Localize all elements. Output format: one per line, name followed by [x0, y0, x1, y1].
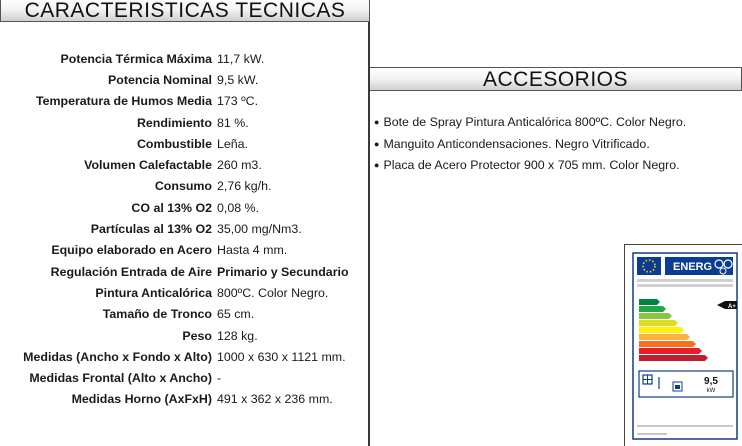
spec-row: [0, 261, 370, 282]
spec-row: [0, 154, 370, 175]
spec-row: [0, 367, 370, 388]
spec-label: Tamaño de Tronco: [102, 307, 212, 322]
spec-value: 35,00 mg/Nm3.: [217, 222, 302, 237]
spec-value: 173 ºC.: [217, 94, 259, 109]
spec-row: [0, 176, 370, 197]
spec-label: CO al 13% O2: [131, 200, 212, 215]
spec-value: 9,5 kW.: [217, 72, 259, 87]
energy-class-bar: [639, 334, 690, 340]
spec-label: Medidas (Ancho x Fondo x Alto): [23, 349, 212, 364]
spec-label: Medidas Frontal (Alto x Ancho): [29, 371, 212, 386]
accessory-item: [374, 158, 686, 180]
spec-row: [0, 304, 370, 325]
power-value: 9,5: [704, 376, 718, 387]
energy-rating: A+: [728, 304, 736, 310]
spec-label: Partículas al 13% O2: [90, 222, 212, 237]
energy-class-bar: [639, 348, 702, 354]
energy-class-bar: [639, 299, 660, 305]
spec-label: Equipo elaborado en Acero: [51, 243, 212, 258]
spec-row: [0, 91, 370, 112]
energy-class-bar: [639, 306, 666, 312]
specs-title: CARACTERISTICAS TECNICAS: [0, 0, 370, 22]
spec-value: 491 x 362 x 236 mm.: [217, 392, 333, 407]
eu-flag-icon: [637, 257, 661, 275]
spec-value: Primario y Secundario: [217, 264, 349, 279]
spec-value: 81 %.: [217, 115, 249, 130]
accessories-list: [374, 115, 686, 180]
spec-row: [0, 240, 370, 261]
spec-row: [0, 112, 370, 133]
spec-row: [0, 346, 370, 367]
spec-label: Medidas Horno (AxFxH): [71, 392, 212, 407]
spec-label: Potencia Térmica Máxima: [60, 51, 212, 66]
accessory-item: [374, 115, 686, 137]
accessories-title: ACCESORIOS: [370, 67, 742, 91]
spec-value: Hasta 4 mm.: [217, 243, 288, 258]
spec-value: Leña.: [217, 136, 249, 151]
spec-row: [0, 197, 370, 218]
spec-label: Regulación Entrada de Aire: [50, 264, 212, 279]
energy-class-bar: [639, 341, 696, 347]
spec-row: [0, 218, 370, 239]
spec-label: Rendimiento: [136, 115, 212, 130]
spec-value: -: [217, 371, 222, 386]
energy-class-bar: [639, 327, 684, 333]
spec-value: 2,76 kg/h.: [217, 179, 272, 194]
spec-row: [0, 389, 370, 410]
energy-class-bar: [639, 320, 678, 326]
spec-label: Volumen Calefactable: [84, 158, 212, 173]
accessory-item: [374, 137, 686, 159]
spec-value: 1000 x 630 x 1121 mm.: [217, 349, 346, 364]
accessory-text: Bote de Spray Pintura Anticalórica 800ºC. Color Negro.: [383, 115, 687, 129]
accessories-panel: [370, 67, 742, 172]
spec-label: Peso: [182, 328, 212, 343]
technical-specs-panel: [0, 0, 370, 446]
accessory-text: Placa de Acero Protector 900 x 705 mm. Color Negro.: [383, 158, 680, 172]
spec-label: Combustible: [136, 136, 212, 151]
energy-label-header: ENERG: [673, 261, 713, 273]
bullet-icon: ●: [374, 117, 380, 127]
spec-row: [0, 69, 370, 90]
spec-label: Temperatura de Humos Media: [35, 94, 212, 109]
energy-class-bar: [639, 355, 708, 361]
spec-value: 0,08 %.: [217, 200, 260, 215]
accessory-text: Manguito Anticondensaciones. Negro Vitrificado.: [383, 136, 650, 151]
spec-label: Consumo: [154, 179, 212, 194]
spec-label: Pintura Anticalórica: [95, 285, 212, 300]
specs-table: [0, 48, 370, 410]
bullet-icon: ●: [374, 138, 380, 149]
spec-value: 65 cm.: [217, 307, 255, 322]
bullet-icon: ●: [374, 160, 380, 170]
spec-value: 800ºC. Color Negro.: [217, 285, 329, 300]
spec-value: 128 kg.: [217, 328, 258, 343]
energy-class-bar: [639, 313, 672, 319]
spec-row: [0, 282, 370, 303]
spec-row: [0, 48, 370, 69]
spec-value: 260 m3.: [217, 158, 262, 173]
spec-row: [0, 325, 370, 346]
spec-label: Potencia Nominal: [108, 72, 212, 87]
power-unit: kW: [706, 388, 716, 394]
spec-value: 11,7 kW.: [217, 51, 265, 66]
spec-row: [0, 133, 370, 154]
energy-label-graphic: [629, 249, 739, 443]
energy-label-image[interactable]: [624, 244, 742, 446]
